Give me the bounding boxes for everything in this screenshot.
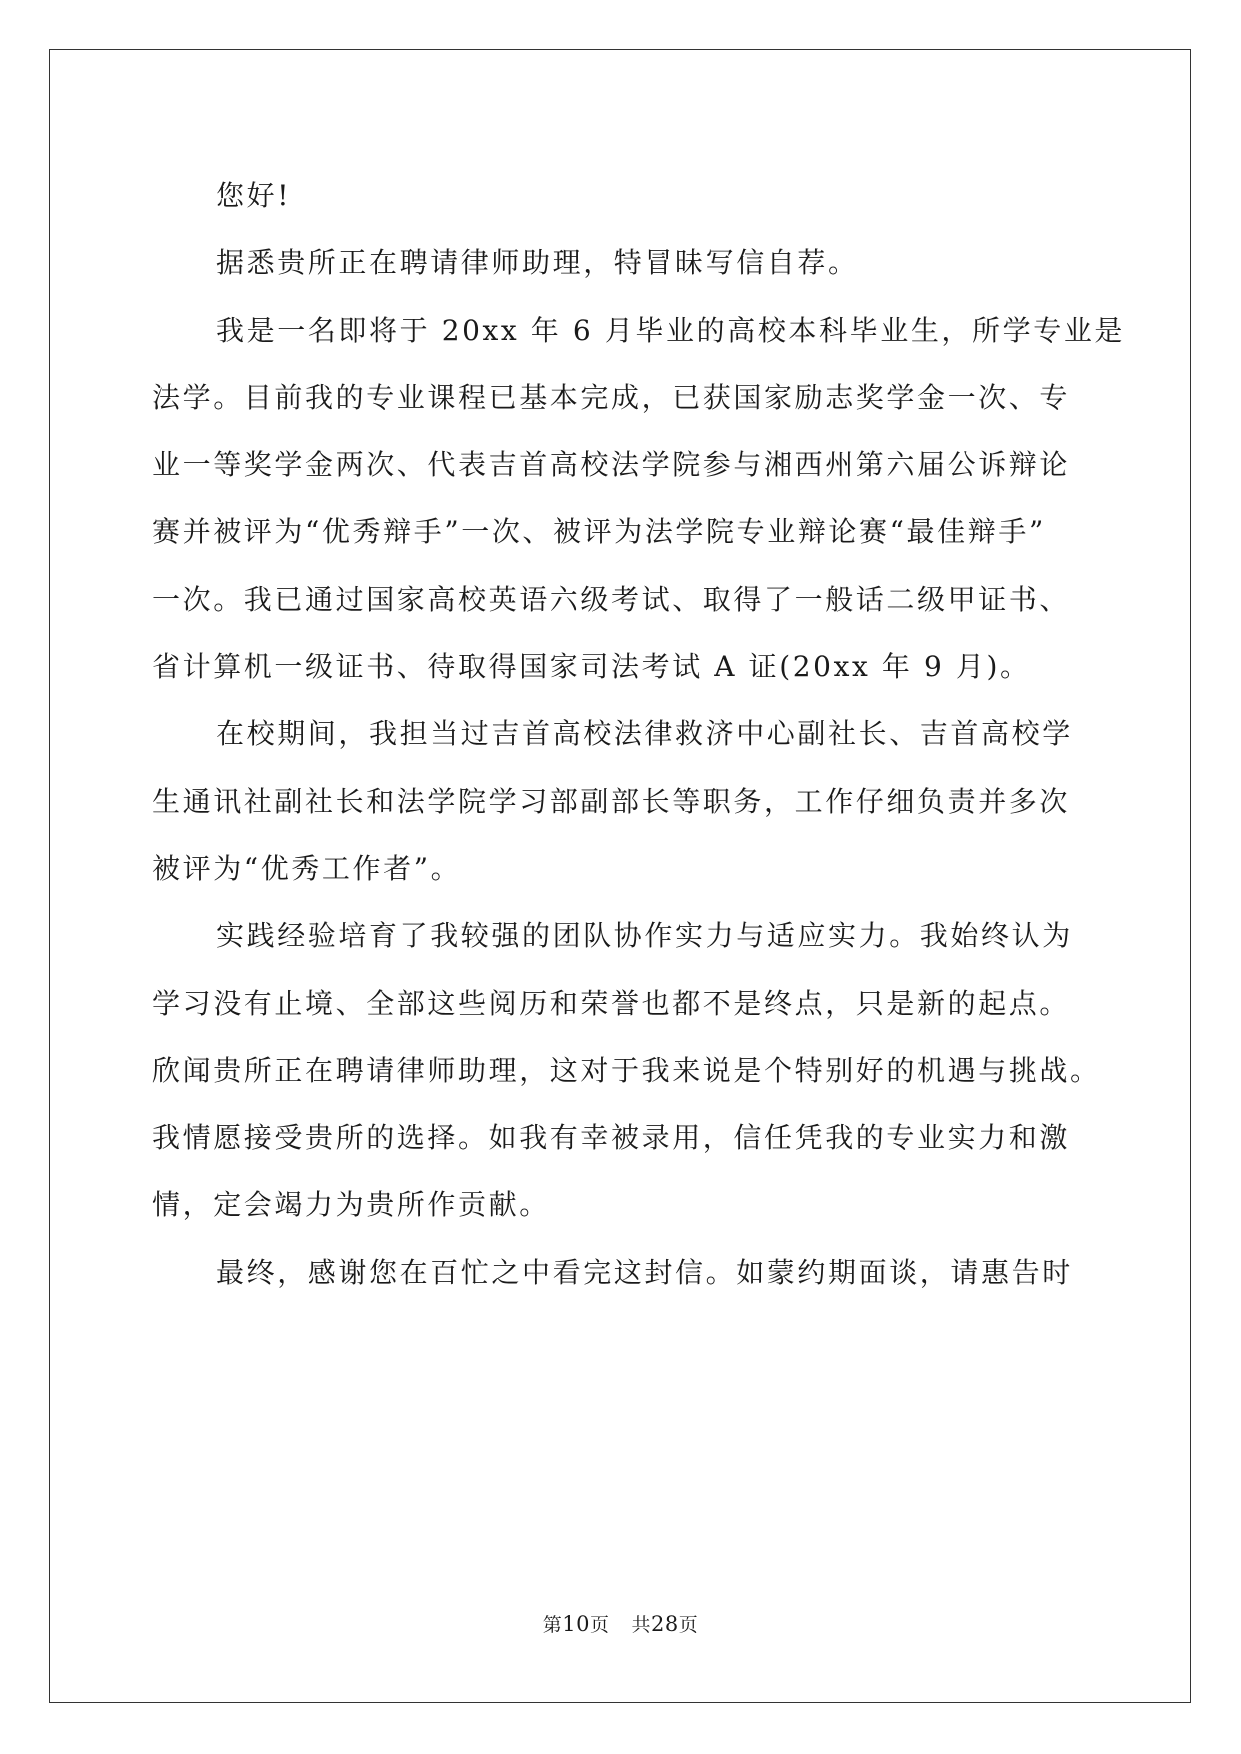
paragraph-line: 赛并被评为“优秀辩手”一次、被评为法学院专业辩论赛“最佳辩手” [152, 515, 1046, 549]
page-total: 28 [651, 1612, 679, 1636]
page-footer [0, 1612, 1241, 1637]
paragraph-line: 我情愿接受贵所的选择。如我有幸被录用，信任凭我的专业实力和激 [152, 1121, 1071, 1155]
paragraph-line: 在校期间，我担当过吉首高校法律救济中心副社长、吉首高校学 [216, 717, 1073, 751]
paragraph-line: 实践经验培育了我较强的团队协作实力与适应实力。我始终认为 [216, 919, 1073, 953]
page-suffix: 页 [589, 1614, 610, 1636]
page-current: 10 [562, 1612, 590, 1636]
total-prefix: 共 [631, 1614, 652, 1636]
paragraph-line: 最终，感谢您在百忙之中看完这封信。如蒙约期面谈，请惠告时 [216, 1255, 1073, 1289]
total-suffix: 页 [678, 1614, 699, 1636]
paragraph-line: 省计算机一级证书、待取得国家司法考试 A 证(20xx 年 9 月)。 [152, 650, 1031, 684]
paragraph-line: 情，定会竭力为贵所作贡献。 [152, 1188, 550, 1222]
paragraph-line: 一次。我已通过国家高校英语六级考试、取得了一般话二级甲证书、 [152, 582, 1071, 616]
paragraph-line: 欣闻贵所正在聘请律师助理，这对于我来说是个特别好的机遇与挑战。 [152, 1053, 1101, 1087]
paragraph-line: 据悉贵所正在聘请律师助理，特冒昧写信自荐。 [216, 246, 859, 280]
paragraph-line: 业一等奖学金两次、代表吉首高校法学院参与湘西州第六届公诉辩论 [152, 448, 1071, 482]
page-prefix: 第 [542, 1614, 563, 1636]
paragraph-line: 学习没有止境、全部这些阅历和荣誉也都不是终点，只是新的起点。 [152, 986, 1071, 1020]
letter-body [152, 162, 1126, 1306]
paragraph-line: 法学。目前我的专业课程已基本完成，已获国家励志奖学金一次、专 [152, 380, 1071, 414]
paragraph-line: 生通讯社副社长和法学院学习部副部长等职务，工作仔细负责并多次 [152, 784, 1071, 818]
salutation: 您好! [216, 179, 292, 212]
paragraph-line: 被评为“优秀工作者”。 [152, 851, 462, 885]
paragraph-line: 我是一名即将于 20xx 年 6 月毕业的高校本科毕业生，所学专业是 [216, 313, 1126, 347]
